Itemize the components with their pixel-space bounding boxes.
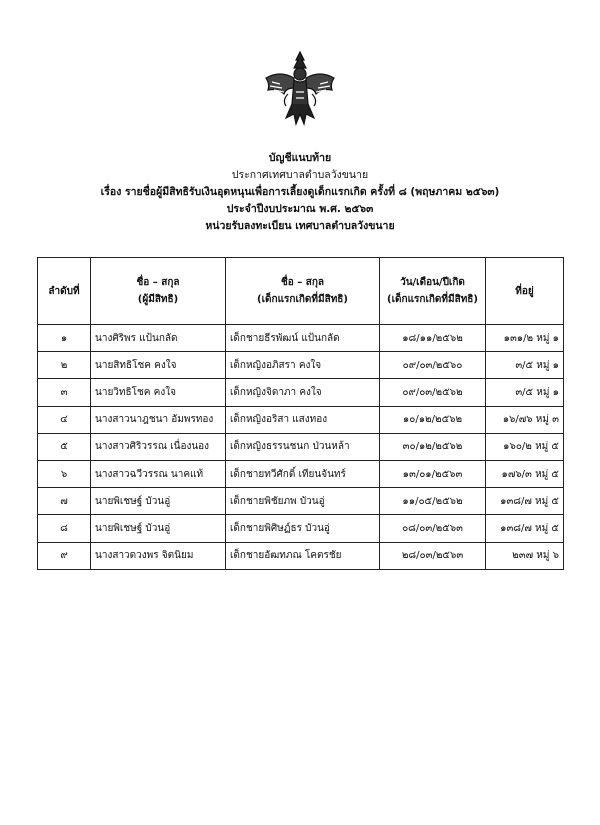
cell-child: เด็กชายอัฒทภณ โคตรชัย <box>226 542 380 569</box>
col-header-no: ลำดับที่ <box>38 258 91 325</box>
cell-dob: ๒๘/๐๓/๒๕๖๓ <box>380 542 486 569</box>
cell-dob: ๑๓/๐๑/๒๕๖๓ <box>380 460 486 487</box>
cell-child: เด็กหญิงจิดาภา คงใจ <box>226 379 380 406</box>
col-header-name <box>91 258 226 325</box>
cell-dob: ๐๙/๐๓/๒๕๖๒ <box>380 379 486 406</box>
cell-child: เด็กชายพิชัยภพ บัวนอู่ <box>226 488 380 515</box>
beneficiary-table <box>37 257 564 570</box>
table-row <box>38 460 564 487</box>
col-header-child-sub: (เด็กแรกเกิดที่มีสิทธิ) <box>257 294 348 305</box>
cell-child: เด็กชายพิศิษฏ์ธร บัวนอู่ <box>226 515 380 542</box>
document-header <box>0 150 600 235</box>
col-header-child <box>226 258 380 325</box>
cell-dob: ๑๘/๑๑/๒๕๖๒ <box>380 325 486 352</box>
doc-subject: เรื่อง รายชื่อผู้มีสิทธิรับเงินอุดหนุนเพื่อการเลี้ยงดูเด็กแรกเกิด ครั้งที่ ๘ (พฤษภาคม ๒๕๖๓) <box>100 186 500 198</box>
cell-dob: ๓๐/๑๒/๒๕๖๒ <box>380 433 486 460</box>
cell-name: นางศิริพร แป้นกลัด <box>91 325 226 352</box>
col-header-child-label: ชื่อ – สกุล <box>280 277 325 288</box>
cell-name: นายวิทธิโชค คงใจ <box>91 379 226 406</box>
cell-address: ๑๖๐/๒ หมู่ ๕ <box>486 433 564 460</box>
table-row <box>38 433 564 460</box>
cell-no: ๗ <box>38 488 91 515</box>
cell-address: ๑๗๖/๓ หมู่ ๕ <box>486 460 564 487</box>
col-header-name-sub: (ผู้มีสิทธิ) <box>137 294 179 305</box>
cell-address: ๑๓๑/๒ หมู่ ๑ <box>486 325 564 352</box>
cell-address: ๑๖/๗๖ หมู่ ๓ <box>486 406 564 433</box>
cell-no: ๕ <box>38 433 91 460</box>
doc-registration-unit: หน่วยรับลงทะเบียน เทศบาลตำบลวังขนาย <box>205 220 395 232</box>
cell-dob: ๑๑/๐๕/๒๕๖๒ <box>380 488 486 515</box>
table-row <box>38 488 564 515</box>
table-row <box>38 352 564 379</box>
col-header-dob-sub: (เด็กแรกเกิดที่มีสิทธิ) <box>387 294 478 305</box>
col-header-dob-label: วัน/เดือน/ปีเกิด <box>400 277 465 288</box>
cell-no: ๙ <box>38 542 91 569</box>
table-row <box>38 515 564 542</box>
cell-name: นายพิเชษฐ์ บัวนอู่ <box>91 515 226 542</box>
col-header-address: ที่อยู่ <box>486 258 564 325</box>
cell-no: ๓ <box>38 379 91 406</box>
cell-address: ๑๓๘/๗ หมู่ ๕ <box>486 488 564 515</box>
table-row <box>38 542 564 569</box>
cell-address: ๓/๕ หมู่ ๑ <box>486 379 564 406</box>
cell-address: ๑๓๘/๗ หมู่ ๕ <box>486 515 564 542</box>
cell-no: ๘ <box>38 515 91 542</box>
cell-dob: ๐๙/๐๓/๒๕๖๐ <box>380 352 486 379</box>
table-row <box>38 325 564 352</box>
cell-no: ๑ <box>38 325 91 352</box>
cell-child: เด็กหญิงอริสา แสงทอง <box>226 406 380 433</box>
cell-name: นางสาวนาฎชนา อัมพรทอง <box>91 406 226 433</box>
cell-name: นางสาวดวงพร จิตนิยม <box>91 542 226 569</box>
cell-dob: ๑๐/๑๒/๒๕๖๒ <box>380 406 486 433</box>
doc-announcement: ประกาศเทศบาลตำบลวังขนาย <box>231 169 369 181</box>
table-row <box>38 379 564 406</box>
cell-child: เด็กชายธีรพัฒน์ แป้นกลัด <box>226 325 380 352</box>
table-header-row <box>38 258 564 325</box>
col-header-name-label: ชื่อ – สกุล <box>136 277 180 288</box>
cell-name: นายสิทธิโชค คงใจ <box>91 352 226 379</box>
cell-name: นางสาวศิริวรรณ เนื่องนอง <box>91 433 226 460</box>
cell-name: นางสาวฉวีวรรณ นาคแท้ <box>91 460 226 487</box>
cell-no: ๖ <box>38 460 91 487</box>
doc-title: บัญชีแนบท้าย <box>268 152 332 164</box>
doc-fiscal-year: ประจำปีงบประมาณ พ.ศ. ๒๕๖๓ <box>226 203 374 215</box>
cell-address: ๓/๕ หมู่ ๑ <box>486 352 564 379</box>
cell-dob: ๐๘/๐๓/๒๕๖๓ <box>380 515 486 542</box>
cell-name: นายพิเชษฐ์ บัวนอู่ <box>91 488 226 515</box>
cell-no: ๒ <box>38 352 91 379</box>
cell-no: ๔ <box>38 406 91 433</box>
table-row <box>38 406 564 433</box>
cell-child: เด็กหญิงอภิสรา คงใจ <box>226 352 380 379</box>
garuda-emblem <box>260 48 340 128</box>
cell-address: ๒๓๗ หมู่ ๖ <box>486 542 564 569</box>
col-header-dob <box>380 258 486 325</box>
cell-child: เด็กชายทวีศักดิ์ เทียนจันทร์ <box>226 460 380 487</box>
cell-child: เด็กหญิงธรรนชนก ป่วนหล้า <box>226 433 380 460</box>
